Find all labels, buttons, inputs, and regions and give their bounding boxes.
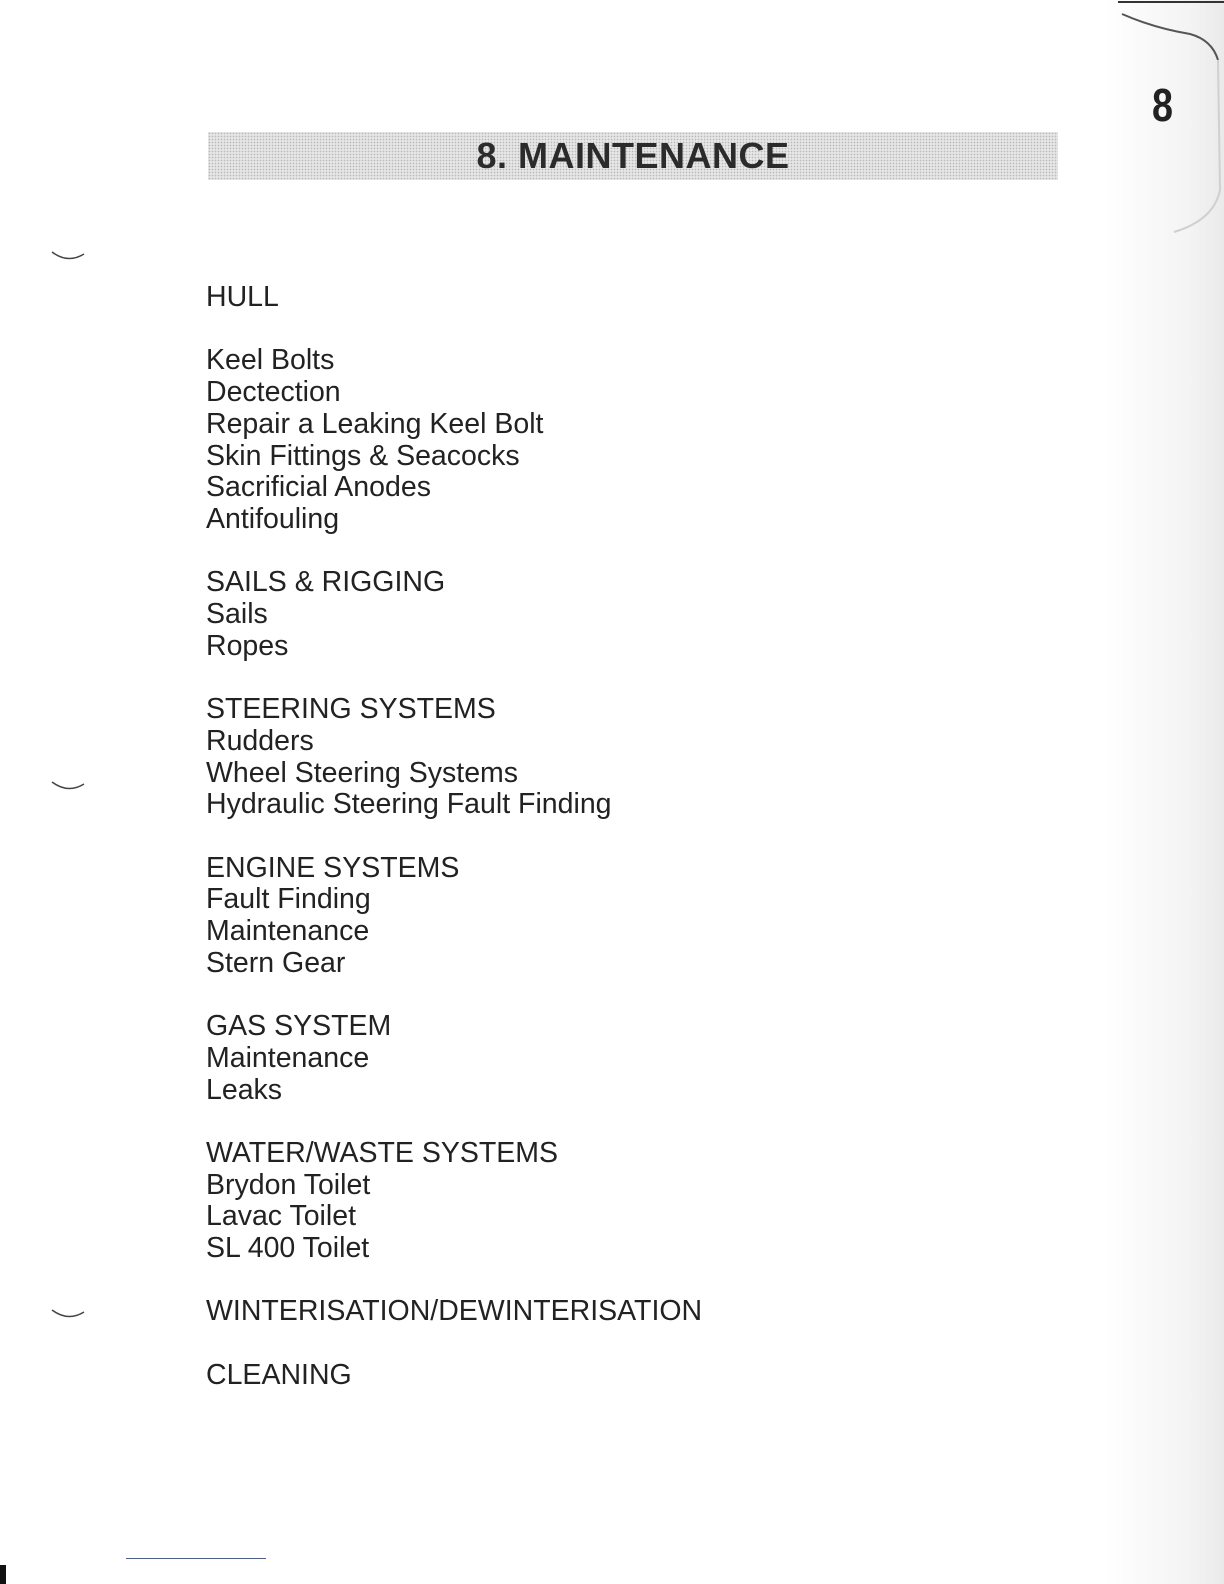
toc-section — [206, 282, 702, 314]
section-heading: ENGINE SYSTEMS — [206, 851, 460, 884]
toc-item: Dectection — [206, 376, 341, 409]
toc-section — [206, 1360, 702, 1392]
scan-corner-mark — [0, 1565, 6, 1584]
punch-hole-mark — [50, 1308, 86, 1320]
toc-section — [206, 1296, 702, 1328]
toc-item: Stern Gear — [206, 946, 346, 979]
toc-item: Leaks — [206, 1073, 283, 1106]
toc-item: Repair a Leaking Keel Bolt — [206, 407, 544, 440]
page-title: 8. MAINTENANCE — [476, 135, 790, 176]
toc-item: SL 400 Toilet — [206, 1232, 370, 1264]
toc-item: Brydon Toilet — [206, 1168, 371, 1201]
toc-item: Fault Finding — [206, 883, 371, 916]
toc-item: Antifouling — [206, 502, 340, 535]
toc-item: Maintenance — [206, 1041, 370, 1074]
toc-item: Maintenance — [206, 915, 370, 947]
toc-item: Sails — [206, 598, 268, 630]
punch-hole-mark — [50, 780, 86, 792]
section-heading: GAS SYSTEM — [206, 1010, 392, 1043]
toc-item: Lavac Toilet — [206, 1200, 356, 1233]
table-of-contents — [206, 282, 702, 1423]
toc-item: Keel Bolts — [206, 344, 335, 377]
section-heading: WINTERISATION/DEWINTERISATION — [206, 1295, 703, 1328]
section-tab-number: 8 — [1152, 79, 1173, 131]
punch-hole-mark — [50, 250, 86, 262]
bottom-rule — [126, 1558, 266, 1559]
toc-section — [206, 1011, 702, 1106]
section-heading: SAILS & RIGGING — [206, 566, 446, 599]
toc-section — [206, 345, 702, 535]
toc-item: Skin Fittings & Seacocks — [206, 439, 520, 472]
toc-item: Sacrificial Anodes — [206, 471, 431, 504]
toc-item: Hydraulic Steering Fault Finding — [206, 788, 612, 821]
toc-section — [206, 567, 702, 662]
section-heading: STEERING SYSTEMS — [206, 693, 496, 726]
section-heading: WATER/WASTE SYSTEMS — [206, 1136, 559, 1169]
section-heading: HULL — [206, 281, 279, 313]
toc-item: Wheel Steering Systems — [206, 756, 519, 789]
toc-item: Rudders — [206, 724, 314, 757]
toc-section — [206, 1138, 702, 1265]
section-heading: CLEANING — [206, 1358, 352, 1391]
toc-section — [206, 694, 702, 821]
toc-section — [206, 853, 702, 980]
toc-item: Ropes — [206, 629, 289, 662]
